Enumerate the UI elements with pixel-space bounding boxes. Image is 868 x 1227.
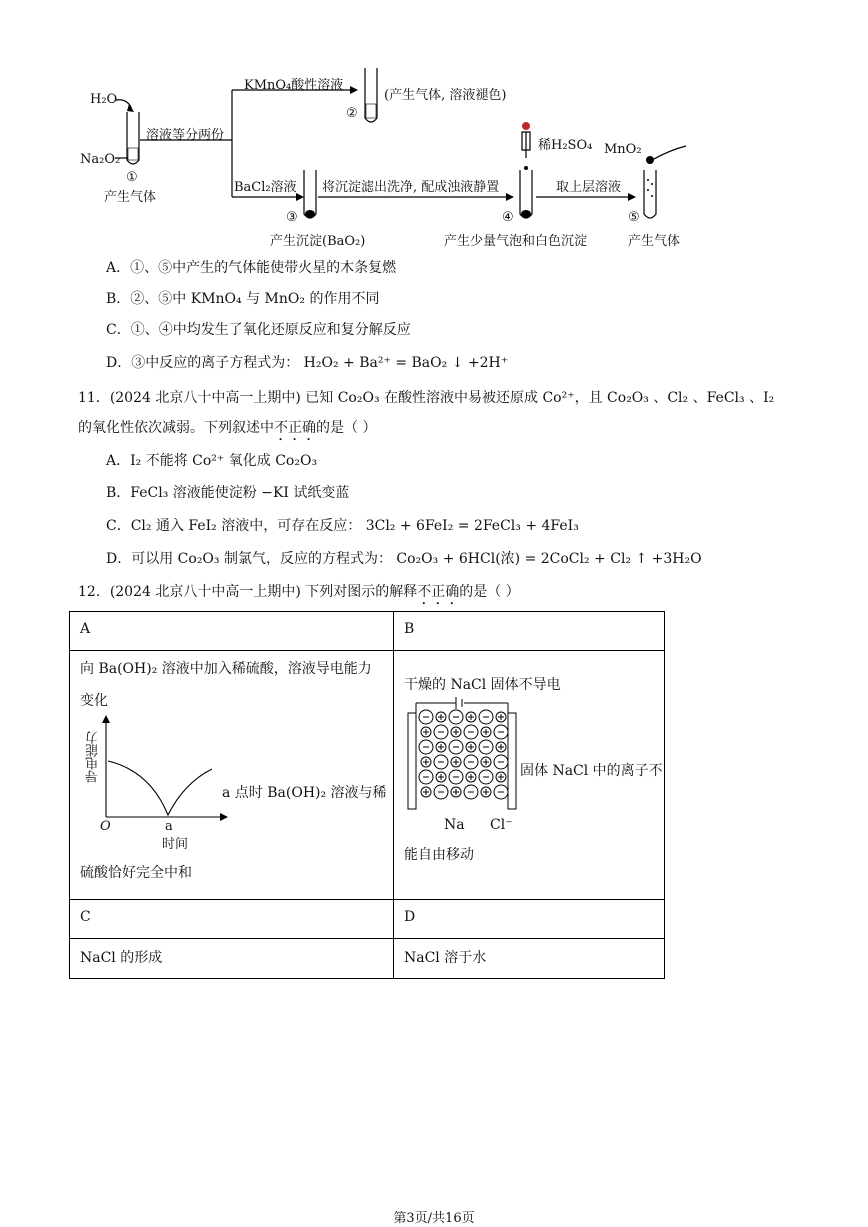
na2o2-label: Na₂O₂: [80, 152, 121, 167]
conductivity-curve: [108, 761, 212, 815]
q10-option-a: A．①、⑤中产生的气体能使带火星的木条复燃: [106, 260, 397, 276]
tube2-number: ②: [346, 106, 358, 121]
test-tube-5: [644, 170, 656, 218]
q11-stem-line1: 11．(2024 北京八十中高一上期中) 已知 Co₂O₃ 在酸性溶液中易被还原成 Co²⁺，且 Co₂O₃ 、Cl₂ 、FeCl₃ 、I₂: [78, 390, 775, 406]
a-point-note: a 点时 Ba(OH)₂ 溶液与稀: [222, 785, 387, 801]
q10-option-b: B．②、⑤中 KMnO₄ 与 MnO₂ 的作用不同: [106, 291, 380, 307]
tube1-number: ①: [126, 170, 138, 185]
a-text2: 变化: [80, 693, 108, 709]
cell-d-header: D: [394, 900, 665, 939]
mno2-label: MnO₂: [604, 142, 642, 157]
cell-a-header: A: [70, 612, 394, 651]
tube4-caption: 产生少量气泡和白色沉淀: [444, 234, 588, 249]
cell-b-content: [394, 651, 665, 900]
q10-option-c: C．①、④中均发生了氧化还原反应和复分解反应: [106, 322, 411, 338]
cell-a-content: [70, 651, 394, 900]
a-origin: O: [100, 819, 111, 834]
cell-c-content: NaCl 的形成: [70, 939, 394, 979]
cell-d-content: NaCl 溶于水: [394, 939, 665, 979]
b-cl-label: Cl⁻: [490, 817, 513, 833]
tube1-caption: 产生气体: [104, 190, 157, 205]
a-ylabel: 导电能力: [86, 731, 101, 783]
q11-option-d: D．可以用 Co₂O₃ 制氯气，反应的方程式为： Co₂O₃ + 6HCl(浓) = 2CoCl₂ + Cl₂ ↑ +3H₂O: [106, 551, 702, 567]
q11-stem-line2: 的氧化性依次减弱。下列叙述中不正确的是（ ）: [78, 420, 377, 436]
q12-stem: 12．(2024 北京八十中高一上期中) 下列对图示的解释不正确的是（ ）: [78, 584, 520, 600]
h2o-label: H₂O: [90, 92, 118, 107]
experiment-flow-diagram: [0, 0, 868, 250]
bacl2-label: BaCl₂溶液: [234, 180, 297, 195]
upper-layer-label: 取上层溶液: [556, 180, 622, 195]
q11-option-a: A．I₂ 不能将 Co²⁺ 氧化成 Co₂O₃: [106, 453, 318, 469]
b-side-text: 固体 NaCl 中的离子不: [520, 763, 663, 779]
kmno4-label: KMnO₄酸性溶液: [244, 78, 344, 93]
tube5-caption: 产生气体: [628, 234, 681, 249]
a-point-label: a: [165, 819, 173, 834]
tube3-number: ③: [286, 210, 298, 225]
a-text1: 向 Ba(OH)₂ 溶液中加入稀硫酸，溶液导电能力: [80, 661, 372, 677]
tube2-caption: (产生气体, 溶液褪色): [384, 88, 507, 103]
nacl-crystal-diagram: [404, 697, 524, 813]
h2so4-label: 稀H₂SO₄: [538, 138, 593, 153]
a-xlabel: 时间: [162, 837, 189, 852]
b-text2: 能自由移动: [404, 847, 474, 863]
tube4-number: ④: [502, 210, 514, 225]
q10-option-d: D．③中反应的离子方程式为： H₂O₂ + Ba²⁺ = BaO₂ ↓ +2H⁺: [106, 355, 509, 371]
b-na-label: Na: [444, 817, 465, 833]
tube5-number: ⑤: [628, 210, 640, 225]
split-label: 溶液等分两份: [146, 128, 225, 143]
cell-b-header: B: [394, 612, 665, 651]
q11-option-b: B．FeCl₃ 溶液能使淀粉 −KI 试纸变蓝: [106, 485, 350, 501]
tube3-caption: 产生沉淀(BaO₂): [270, 234, 366, 249]
a-text3: 硫酸恰好完全中和: [80, 865, 192, 881]
wash-label: 将沉淀滤出洗净, 配成浊液静置: [322, 180, 500, 195]
page-footer: 第3页/共16页: [393, 1211, 475, 1226]
ion-lattice: [419, 710, 508, 799]
q12-table: [69, 611, 665, 979]
q11-emphasis: 不正确: [274, 420, 316, 436]
cell-c-header: C: [70, 900, 394, 939]
q12-emphasis: 不正确: [417, 584, 460, 600]
q11-option-c: C．Cl₂ 通入 FeI₂ 溶液中，可存在反应： 3Cl₂ + 6FeI₂ = 2FeCl₃ + 4FeI₃: [106, 518, 579, 534]
b-text1: 干燥的 NaCl 固体不导电: [404, 677, 561, 693]
